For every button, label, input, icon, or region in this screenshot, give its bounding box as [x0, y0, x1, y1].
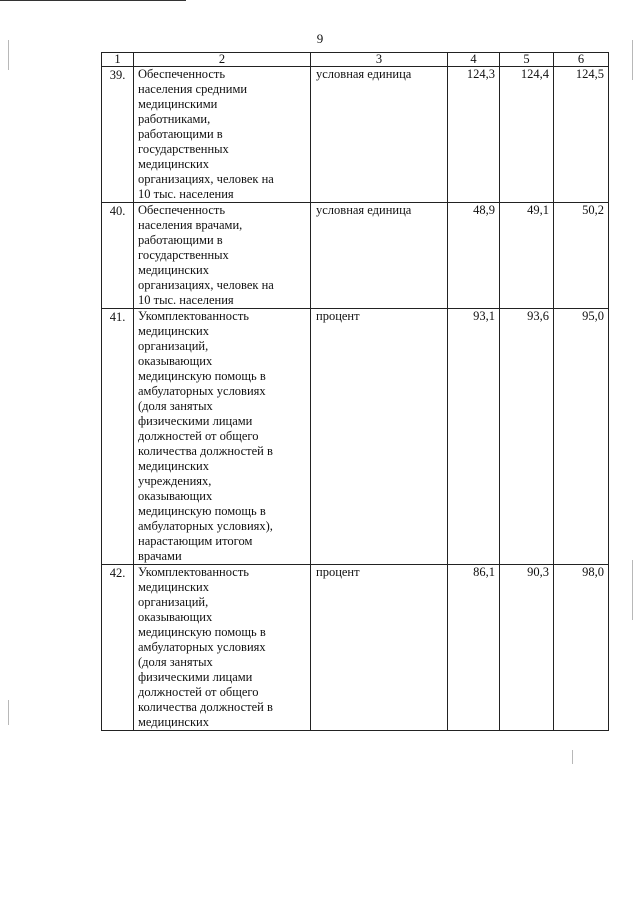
indicator-name-line: учреждениях, [138, 474, 212, 488]
column-header-1: 1 [102, 53, 134, 67]
indicator-name-line: медицинских [138, 459, 209, 473]
indicator-name-line: 10 тыс. населения [138, 293, 234, 307]
indicators-table [101, 52, 609, 731]
indicator-name-line: организациях, человек на [138, 172, 274, 186]
indicator-name-line: (доля занятых [138, 655, 213, 669]
indicator-name-line: амбулаторных условиях [138, 640, 266, 654]
indicator-name-line: организациях, человек на [138, 278, 274, 292]
indicator-name-line: организаций, [138, 339, 209, 353]
indicator-name-line: государственных [138, 248, 229, 262]
table-row [102, 309, 609, 565]
value-col-5: 93,6 [500, 309, 554, 565]
page-number: 9 [316, 31, 324, 46]
indicator-name-line: оказывающих [138, 489, 213, 503]
column-header-6: 6 [554, 53, 609, 67]
indicator-name [134, 565, 311, 731]
indicator-name-line: амбулаторных условиях), [138, 519, 273, 533]
indicator-name [134, 309, 311, 565]
indicator-name-line: Укомплектованность [138, 309, 249, 323]
indicator-name-line: 10 тыс. населения [138, 187, 234, 201]
value-col-4: 93,1 [448, 309, 500, 565]
indicator-name-line: физическими лицами [138, 414, 253, 428]
indicator-name-line: медицинских [138, 157, 209, 171]
value-col-6: 95,0 [554, 309, 609, 565]
indicator-name-line: (доля занятых [138, 399, 213, 413]
indicator-name-line: Обеспеченность [138, 67, 226, 81]
row-number: 42. [102, 565, 134, 731]
value-col-4: 86,1 [448, 565, 500, 731]
indicator-name-line: нарастающим итогом [138, 534, 253, 548]
table-row [102, 67, 609, 203]
indicator-name-line: работающими в [138, 127, 223, 141]
table-row [102, 203, 609, 309]
indicator-name-line: должностей от общего [138, 685, 259, 699]
indicator-name-line: амбулаторных условиях [138, 384, 266, 398]
indicator-name-line: количества должностей в [138, 700, 273, 714]
unit-of-measure: процент [311, 565, 448, 731]
scan-artifact [632, 560, 633, 620]
table-row [102, 565, 609, 731]
indicator-name-line: населения средними [138, 82, 248, 96]
value-col-5: 49,1 [500, 203, 554, 309]
column-header-4: 4 [448, 53, 500, 67]
indicator-name-line: работниками, [138, 112, 211, 126]
value-col-6: 98,0 [554, 565, 609, 731]
indicator-name [134, 67, 311, 203]
scan-artifact [8, 40, 9, 70]
value-col-6: 50,2 [554, 203, 609, 309]
row-number: 41. [102, 309, 134, 565]
value-col-6: 124,5 [554, 67, 609, 203]
scan-artifact [632, 40, 633, 80]
indicator-name-line: медицинских [138, 324, 209, 338]
table-header-row [102, 53, 609, 67]
indicator-name-line: медицинскими [138, 97, 218, 111]
indicator-name-line: оказывающих [138, 610, 213, 624]
indicator-name-line: медицинскую помощь в [138, 625, 266, 639]
indicator-name-line: медицинскую помощь в [138, 504, 266, 518]
value-col-5: 90,3 [500, 565, 554, 731]
indicator-name-line: количества должностей в [138, 444, 273, 458]
row-number: 40. [102, 203, 134, 309]
indicator-name-line: организаций, [138, 595, 209, 609]
indicator-name-line: медицинскую помощь в [138, 369, 266, 383]
indicator-name-line: физическими лицами [138, 670, 253, 684]
column-header-3: 3 [311, 53, 448, 67]
indicator-name-line: населения врачами, [138, 218, 243, 232]
indicator-name-line: медицинских [138, 263, 209, 277]
indicator-name-line: должностей от общего [138, 429, 259, 443]
scan-artifact [8, 700, 9, 725]
column-header-2: 2 [134, 53, 311, 67]
value-col-5: 124,4 [500, 67, 554, 203]
unit-of-measure: условная единица [311, 67, 448, 203]
indicator-name-line: работающими в [138, 233, 223, 247]
value-col-4: 124,3 [448, 67, 500, 203]
value-col-4: 48,9 [448, 203, 500, 309]
scan-artifact [572, 750, 573, 764]
indicator-name-line: Укомплектованность [138, 565, 249, 579]
indicator-name-line: оказывающих [138, 354, 213, 368]
indicator-name [134, 203, 311, 309]
indicator-name-line: государственных [138, 142, 229, 156]
indicator-name-line: медицинских [138, 580, 209, 594]
indicator-name-line: медицинских [138, 715, 209, 729]
unit-of-measure: условная единица [311, 203, 448, 309]
indicator-name-line: врачами [138, 549, 182, 563]
column-header-5: 5 [500, 53, 554, 67]
indicator-name-line: Обеспеченность [138, 203, 226, 217]
unit-of-measure: процент [311, 309, 448, 565]
top-edge-rule [0, 0, 186, 1]
row-number: 39. [102, 67, 134, 203]
